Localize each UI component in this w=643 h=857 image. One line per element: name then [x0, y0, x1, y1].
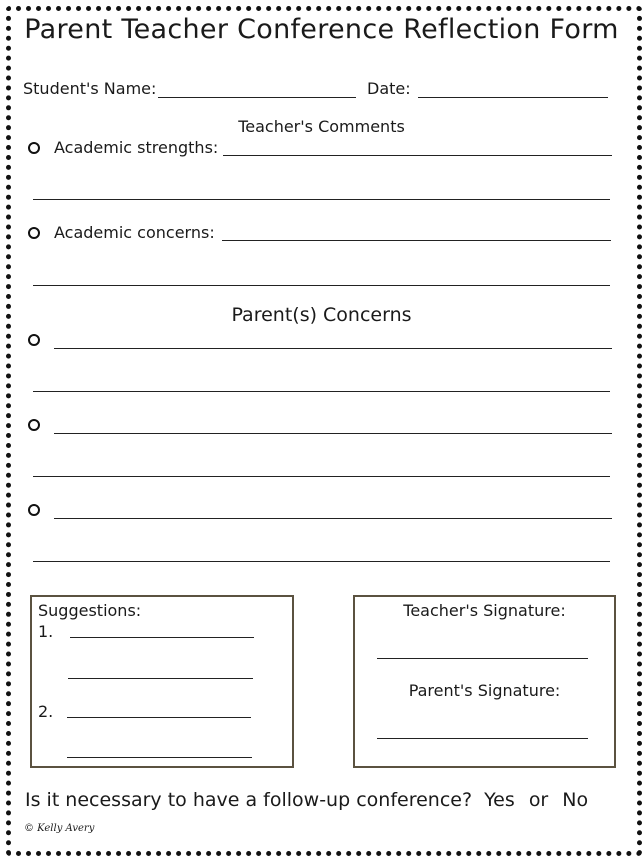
suggestion-1-field-line2[interactable] [68, 678, 253, 679]
parent-concern-3-field[interactable] [54, 518, 612, 519]
suggestions-heading: Suggestions: [38, 601, 142, 620]
suggestion-2-field-line2[interactable] [67, 757, 252, 758]
form-title: Parent Teacher Conference Reflection Form [24, 14, 619, 45]
suggestion-1-field[interactable] [70, 637, 254, 638]
academic-concerns-label: Academic concerns: [54, 223, 215, 242]
follow-up-question [25, 789, 588, 811]
student-name-label: Student's Name: [23, 79, 157, 98]
academic-strengths-label: Academic strengths: [54, 138, 219, 157]
teacher-signature-field[interactable] [377, 658, 588, 659]
parent-signature-field[interactable] [377, 738, 588, 739]
copyright-credit: © Kelly Avery [24, 823, 95, 834]
bullet-icon [28, 334, 40, 346]
parent-concern-1-field[interactable] [54, 348, 612, 349]
teacher-signature-label: Teacher's Signature: [403, 601, 566, 620]
parent-concerns-heading: Parent(s) Concerns [231, 304, 412, 326]
bullet-icon [28, 142, 40, 154]
student-name-field[interactable] [158, 97, 356, 98]
follow-up-no-option[interactable]: No [562, 789, 589, 811]
teacher-comments-heading: Teacher's Comments [238, 117, 405, 136]
suggestions-box [30, 595, 294, 768]
date-field[interactable] [418, 97, 608, 98]
suggestion-2-field[interactable] [67, 717, 251, 718]
bullet-icon [28, 227, 40, 239]
follow-up-question-text: Is it necessary to have a follow-up conference? [25, 789, 473, 811]
date-label: Date: [367, 79, 411, 98]
follow-up-or-text: or [528, 789, 549, 811]
academic-concerns-field[interactable] [222, 240, 611, 241]
academic-strengths-field-line2[interactable] [33, 199, 610, 200]
suggestion-2-number: 2. [38, 702, 54, 721]
bullet-icon [28, 419, 40, 431]
academic-concerns-field-line2[interactable] [33, 285, 610, 286]
parent-concern-2-field[interactable] [54, 433, 612, 434]
academic-strengths-field[interactable] [223, 155, 612, 156]
parent-concern-2-field-line2[interactable] [33, 476, 610, 477]
parent-concern-3-field-line2[interactable] [33, 561, 610, 562]
bullet-icon [28, 504, 40, 516]
parent-concern-1-field-line2[interactable] [33, 391, 610, 392]
follow-up-yes-option[interactable]: Yes [484, 789, 515, 811]
parent-signature-label: Parent's Signature: [408, 681, 561, 700]
suggestion-1-number: 1. [38, 622, 54, 641]
